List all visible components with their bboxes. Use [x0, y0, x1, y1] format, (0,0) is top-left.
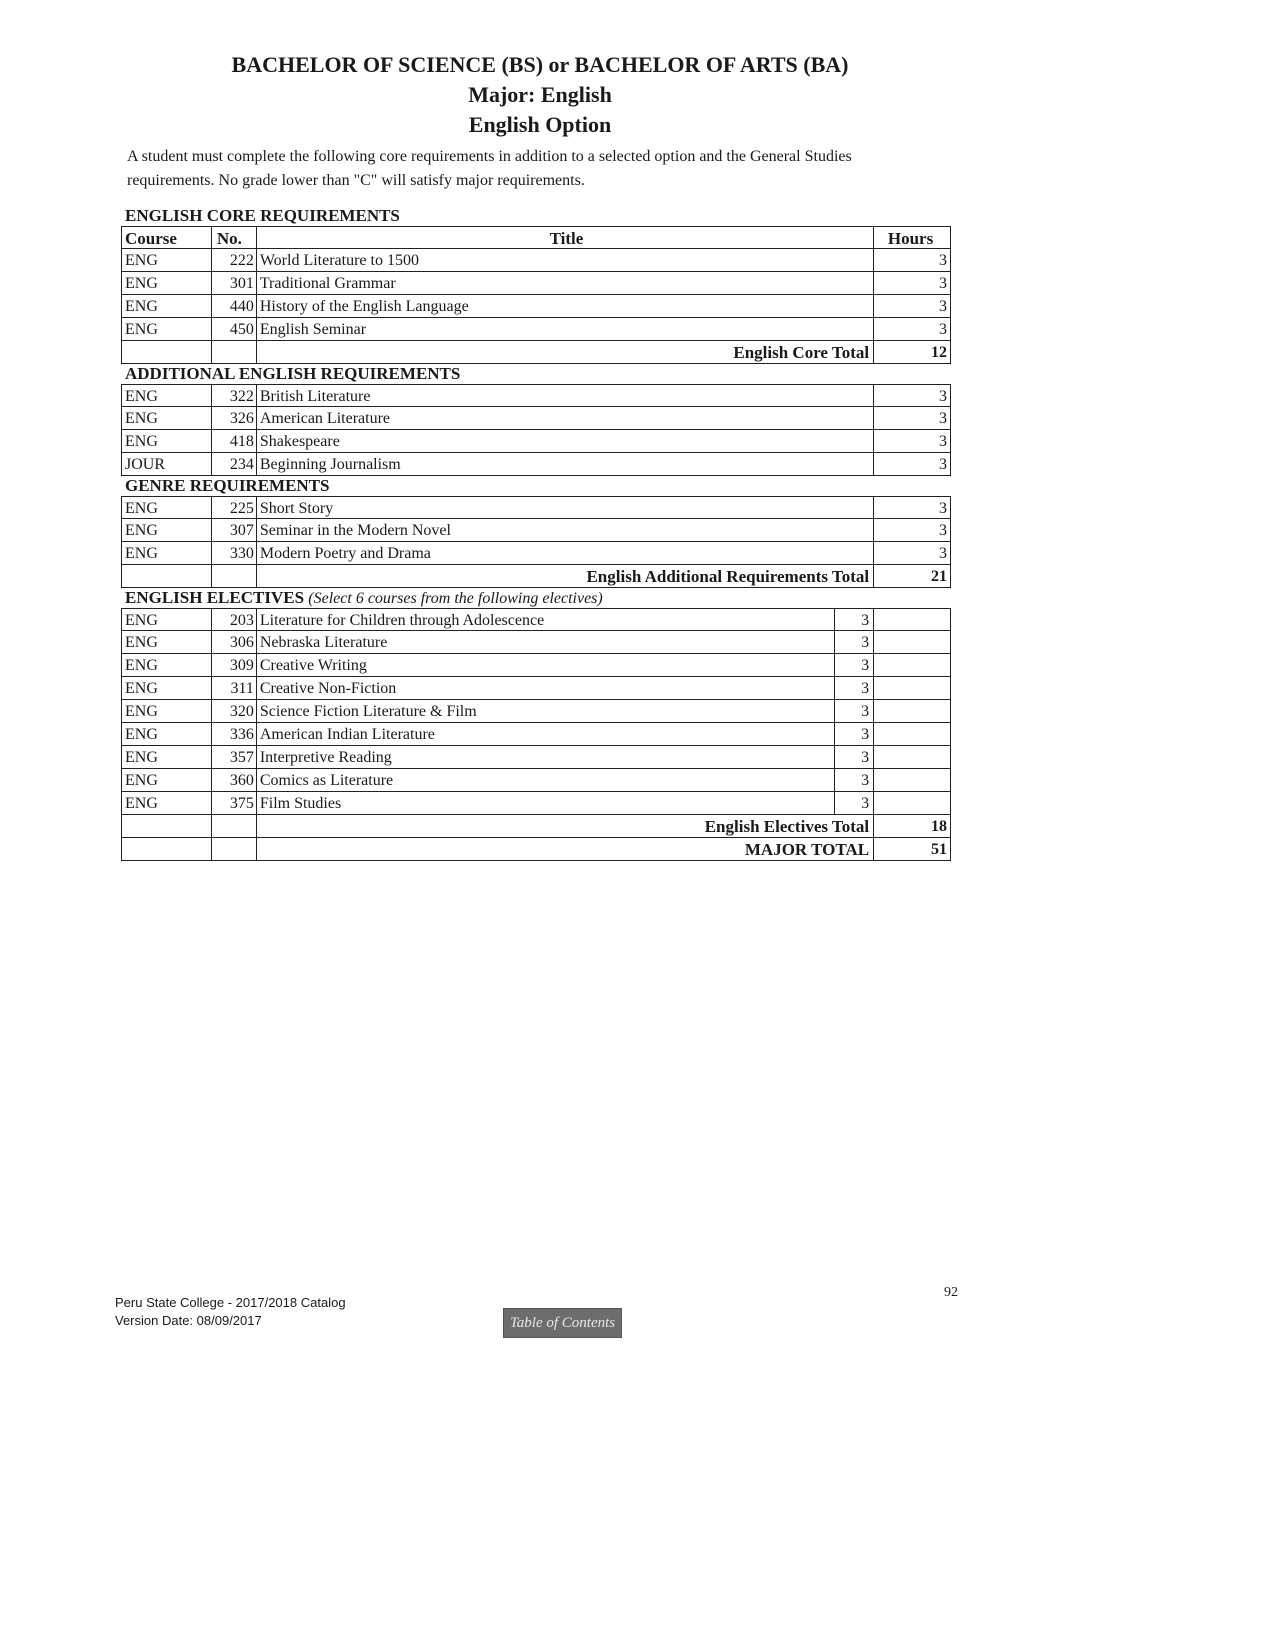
core-total-value: 12 [874, 341, 951, 363]
table-row [122, 519, 951, 542]
course-hours: 3 [874, 407, 951, 429]
course-code: ENG [122, 385, 212, 406]
course-number: 311 [212, 677, 257, 699]
empty-cell [874, 792, 951, 814]
course-hours: 3 [874, 497, 951, 518]
empty-cell [874, 631, 951, 653]
empty-cell [874, 677, 951, 699]
empty-cell [874, 769, 951, 791]
degree-title: BACHELOR OF SCIENCE (BS) or BACHELOR OF ARTS (BA) [231, 52, 849, 77]
major-total-row [122, 838, 951, 861]
course-hours: 3 [835, 769, 874, 791]
course-title: British Literature [257, 385, 874, 406]
course-number: 418 [212, 430, 257, 452]
course-title: Comics as Literature [257, 769, 835, 791]
course-number: 203 [212, 609, 257, 630]
table-row [122, 608, 951, 631]
course-code: ENG [122, 677, 212, 699]
page-header [0, 50, 1080, 140]
course-code: ENG [122, 272, 212, 294]
course-code: ENG [122, 792, 212, 814]
empty-cell [122, 565, 212, 587]
course-title: Creative Non-Fiction [257, 677, 835, 699]
col-course-header: Course [122, 227, 212, 248]
table-row [122, 700, 951, 723]
electives-note: (Select 6 courses from the following electives) [308, 590, 603, 607]
version-date: Version Date: 08/09/2017 [115, 1313, 262, 1328]
course-title: Beginning Journalism [257, 453, 874, 475]
table-row [122, 272, 951, 295]
course-hours: 3 [835, 792, 874, 814]
course-code: ENG [122, 430, 212, 452]
course-number: 320 [212, 700, 257, 722]
genre-rows [121, 496, 951, 588]
course-number: 440 [212, 295, 257, 317]
course-hours: 3 [874, 295, 951, 317]
course-number: 301 [212, 272, 257, 294]
course-hours: 3 [874, 385, 951, 406]
table-row [122, 769, 951, 792]
course-number: 330 [212, 542, 257, 564]
course-code: ENG [122, 746, 212, 768]
course-title: Modern Poetry and Drama [257, 542, 874, 564]
course-code: ENG [122, 769, 212, 791]
electives-rows [121, 608, 951, 861]
course-code: ENG [122, 631, 212, 653]
course-title: Literature for Children through Adolescence [257, 609, 835, 630]
major-total-value: 51 [874, 838, 951, 860]
course-hours: 3 [874, 542, 951, 564]
table-row [122, 542, 951, 565]
col-no-header: No. [212, 227, 257, 248]
course-number: 336 [212, 723, 257, 745]
course-number: 307 [212, 519, 257, 541]
additional-total-value: 21 [874, 565, 951, 587]
course-code: ENG [122, 542, 212, 564]
course-number: 357 [212, 746, 257, 768]
course-code: ENG [122, 249, 212, 271]
course-hours: 3 [835, 677, 874, 699]
course-hours: 3 [874, 453, 951, 475]
empty-cell [874, 723, 951, 745]
option-title: English Option [468, 112, 612, 137]
core-rows [121, 226, 951, 364]
electives-heading-text: ENGLISH ELECTIVES [125, 588, 305, 607]
course-code: ENG [122, 700, 212, 722]
course-number: 234 [212, 453, 257, 475]
course-number: 222 [212, 249, 257, 271]
course-hours: 3 [874, 318, 951, 340]
course-number: 309 [212, 654, 257, 676]
course-code: ENG [122, 519, 212, 541]
course-number: 360 [212, 769, 257, 791]
table-row [122, 318, 951, 341]
col-hours-header: Hours [874, 227, 951, 248]
column-header-row [122, 226, 951, 249]
major-title: Major: English [468, 82, 612, 107]
table-row [122, 792, 951, 815]
core-heading: ENGLISH CORE REQUIREMENTS [125, 206, 400, 225]
course-code: JOUR [122, 453, 212, 475]
additional-total-row [122, 565, 951, 588]
table-row [122, 384, 951, 407]
course-hours: 3 [874, 272, 951, 294]
course-hours: 3 [874, 519, 951, 541]
course-title: Traditional Grammar [257, 272, 874, 294]
table-row [122, 677, 951, 700]
empty-cell [122, 838, 212, 860]
course-title: World Literature to 1500 [257, 249, 874, 271]
table-row [122, 453, 951, 476]
empty-cell [122, 815, 212, 837]
course-code: ENG [122, 723, 212, 745]
electives-total-value: 18 [874, 815, 951, 837]
additional-rows [121, 384, 951, 476]
course-title: Science Fiction Literature & Film [257, 700, 835, 722]
table-row [122, 631, 951, 654]
page-number: 92 [944, 1285, 958, 1300]
course-code: ENG [122, 497, 212, 518]
col-title-header: Title [257, 227, 874, 248]
course-title: History of the English Language [257, 295, 874, 317]
course-hours: 3 [835, 654, 874, 676]
empty-cell [212, 565, 257, 587]
empty-cell [212, 838, 257, 860]
empty-cell [212, 341, 257, 363]
course-number: 306 [212, 631, 257, 653]
course-code: ENG [122, 407, 212, 429]
course-number: 225 [212, 497, 257, 518]
course-number: 322 [212, 385, 257, 406]
course-title: Shakespeare [257, 430, 874, 452]
footer-info [115, 1294, 346, 1330]
course-hours: 3 [835, 746, 874, 768]
course-number: 326 [212, 407, 257, 429]
electives-total-row [122, 815, 951, 838]
course-title: Short Story [257, 497, 874, 518]
electives-total-label: English Electives Total [257, 815, 874, 837]
empty-cell [212, 815, 257, 837]
empty-cell [874, 609, 951, 630]
course-code: ENG [122, 609, 212, 630]
course-code: ENG [122, 295, 212, 317]
core-total-label: English Core Total [257, 341, 874, 363]
course-hours: 3 [835, 723, 874, 745]
genre-heading: GENRE REQUIREMENTS [125, 476, 330, 495]
course-title: Creative Writing [257, 654, 835, 676]
table-row [122, 654, 951, 677]
catalog-name: Peru State College - 2017/2018 Catalog [115, 1295, 346, 1310]
core-total-row [122, 341, 951, 364]
electives-heading [121, 588, 951, 608]
empty-cell [874, 746, 951, 768]
table-of-contents-button[interactable]: Table of Contents [503, 1308, 622, 1338]
empty-cell [874, 700, 951, 722]
course-title: Seminar in the Modern Novel [257, 519, 874, 541]
course-number: 450 [212, 318, 257, 340]
course-hours: 3 [874, 249, 951, 271]
course-number: 375 [212, 792, 257, 814]
table-row [122, 723, 951, 746]
course-hours: 3 [835, 631, 874, 653]
course-title: English Seminar [257, 318, 874, 340]
course-title: Nebraska Literature [257, 631, 835, 653]
major-total-label: MAJOR TOTAL [257, 838, 874, 860]
course-hours: 3 [874, 430, 951, 452]
table-row [122, 746, 951, 769]
course-title: Film Studies [257, 792, 835, 814]
requirements-table [121, 206, 951, 861]
additional-total-label: English Additional Requirements Total [257, 565, 874, 587]
course-code: ENG [122, 318, 212, 340]
course-title: American Indian Literature [257, 723, 835, 745]
empty-cell [874, 654, 951, 676]
table-row [122, 295, 951, 318]
course-code: ENG [122, 654, 212, 676]
intro-paragraph: A student must complete the following core requirements in addition to a selected option and the General Studies requirements. No grade lower than "C" will satisfy major requirements. [127, 148, 852, 189]
course-title: Interpretive Reading [257, 746, 835, 768]
table-row [122, 496, 951, 519]
course-hours: 3 [835, 700, 874, 722]
course-title: American Literature [257, 407, 874, 429]
empty-cell [122, 341, 212, 363]
course-hours: 3 [835, 609, 874, 630]
table-row [122, 430, 951, 453]
table-row [122, 407, 951, 430]
additional-heading: ADDITIONAL ENGLISH REQUIREMENTS [125, 364, 461, 383]
table-row [122, 249, 951, 272]
